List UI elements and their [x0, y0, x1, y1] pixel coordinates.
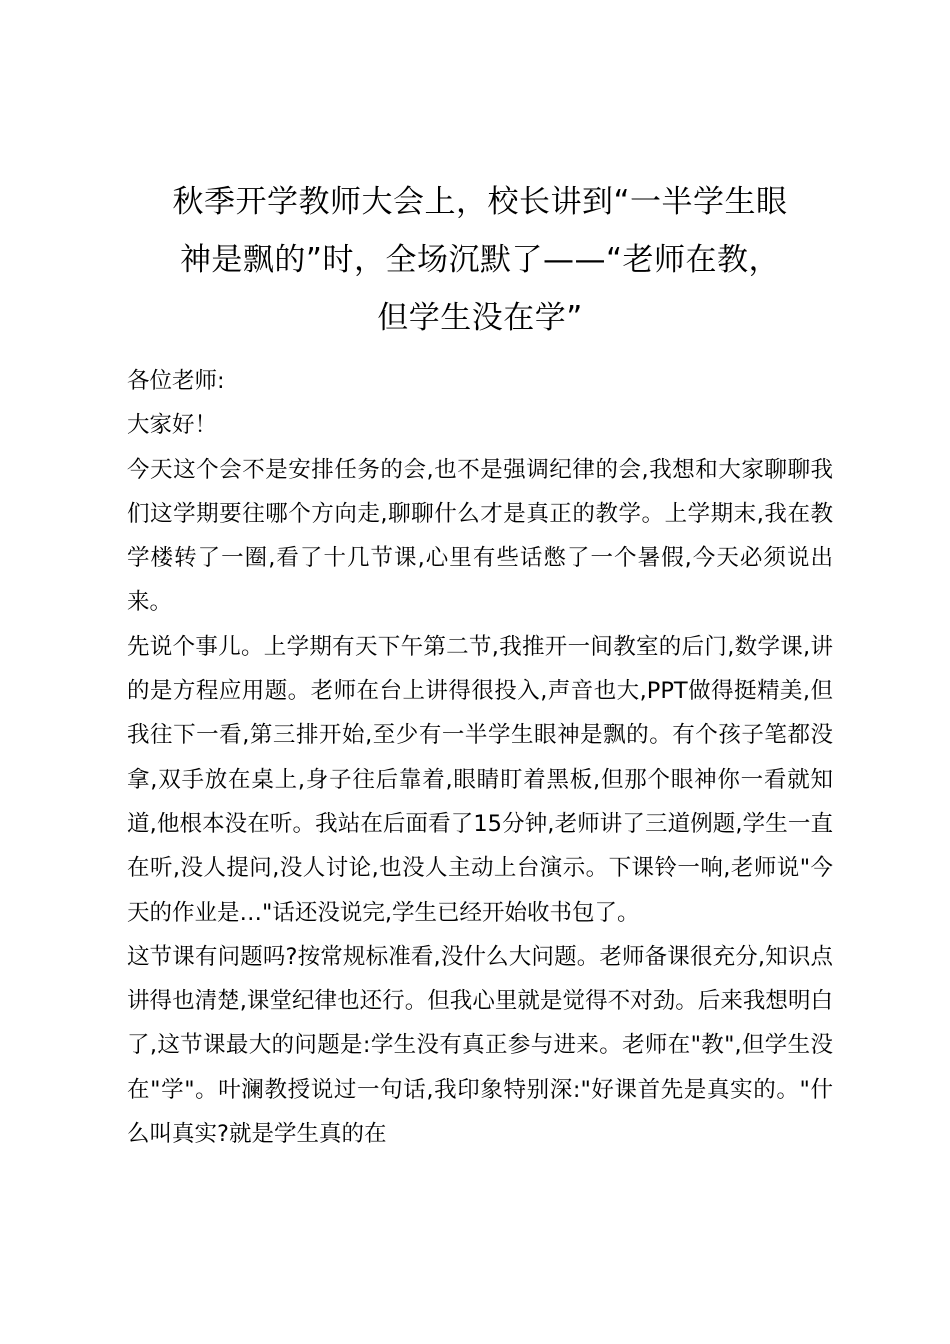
document-body: [127, 359, 833, 1156]
title-line-1: 秋季开学教师大会上，校长讲到“一半学生眼: [172, 184, 788, 220]
title-line-2: 神是飘的”时，全场沉默了——“老师在教，: [179, 242, 781, 278]
salutation: 各位老师:: [127, 368, 225, 394]
document-page: [127, 173, 833, 1156]
paragraph-story: 先说个事儿。上学期有天下午第二节,我推开一间教室的后门,数学课,讲的是方程应用题。老师在台上讲得很投入,声音也大,PPT做得挺精美,但我往下一看,第三排开始,至少有一半学生眼神是飘的。有个孩子笔都没拿,双手放在桌上,身子往后靠着,眼睛盯着黑板,但那个眼神你一看就知道,他根本没在听。我站在后面看了15分钟,老师讲了三道例题,学生一直在听,没人提问,没人讨论,也没人主动上台演示。下课铃一响,老师说"今天的作业是…"话还没说完,学生已经开始收书包了。: [127, 633, 833, 926]
title-line-3: 但学生没在学”: [377, 300, 583, 336]
greeting: 大家好！: [127, 412, 218, 439]
paragraph-reflection: 这节课有问题吗?按常规标准看,没什么大问题。老师备课很充分,知识点讲得也清楚,课堂纪律也还行。但我心里就是觉得不对劲。后来我想明白了,这节课最大的问题是:学生没有真正参与进来。老师在"教",但学生没在"学"。叶澜教授说过一句话,我印象特别深:"好课首先是真实的。"什么叫真实?就是学生真的在: [127, 943, 833, 1148]
paragraph-intro: 今天这个会不是安排任务的会,也不是强调纪律的会,我想和大家聊聊我们这学期要往哪个方向走,聊聊什么才是真正的教学。上学期末,我在教学楼转了一圈,看了十几节课,心里有些话憋了一个暑假,今天必须说出来。: [127, 456, 833, 616]
document-title: [127, 173, 833, 347]
